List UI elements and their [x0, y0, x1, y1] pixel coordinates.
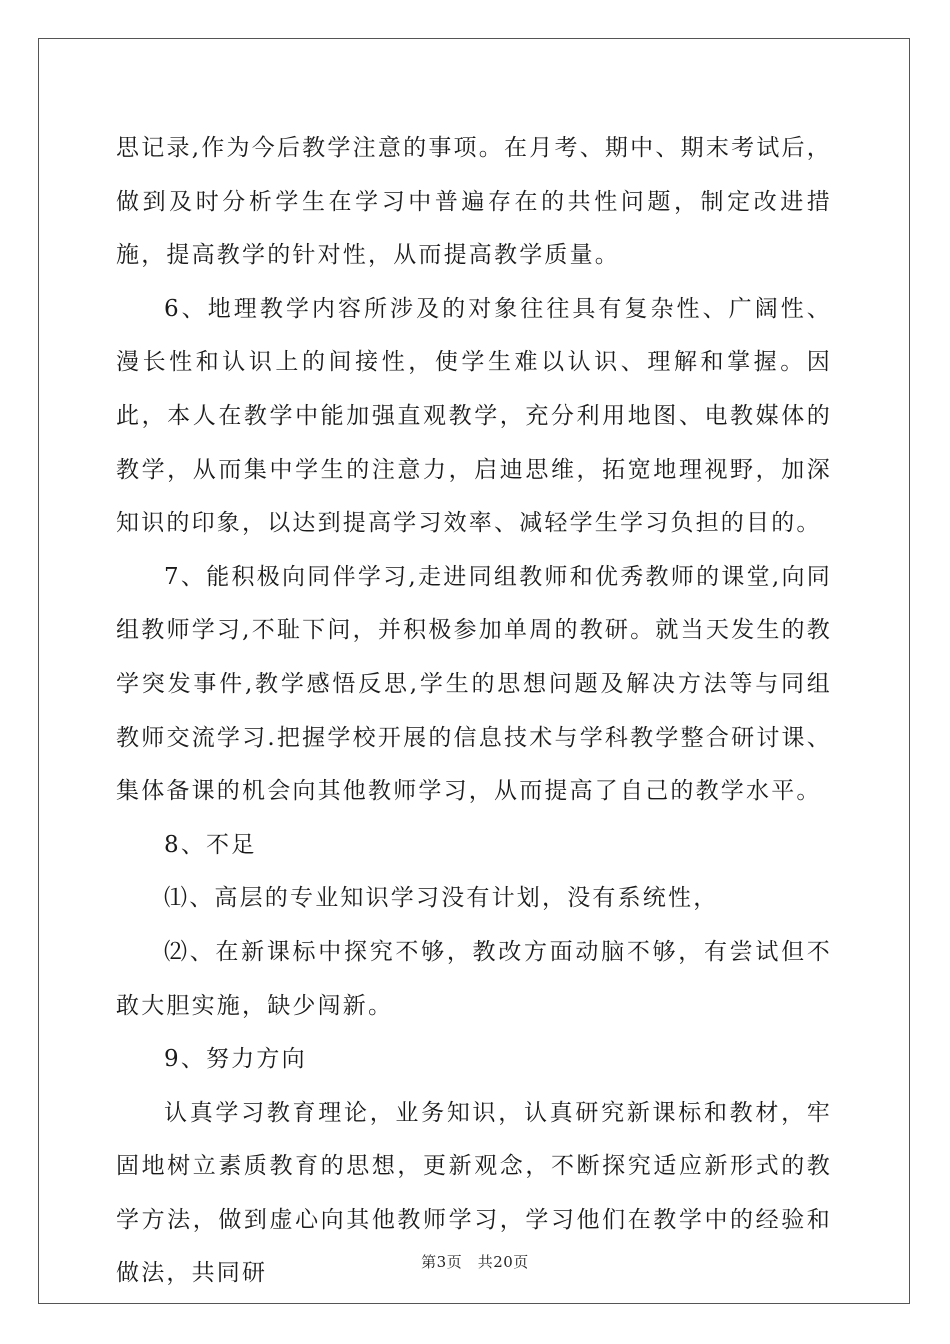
paragraph-1: 思记录,作为今后教学注意的事项。在月考、期中、期末考试后，做到及时分析学生在学习中普遍存在的共性问题，制定改进措施，提高教学的针对性，从而提高教学质量。 [116, 135, 832, 269]
paragraph-6: ⑵、在新课标中探究不够，教改方面动脑不够，有尝试但不敢大胆实施，缺少闯新。 [116, 938, 832, 1019]
paragraph-5: ⑴、高层的专业知识学习没有计划，没有系统性， [164, 885, 719, 912]
paragraph-2: 6、地理教学内容所涉及的对象往往具有复杂性、广阔性、漫长性和认识上的间接性，使学生难以认识、理解和掌握。因此，本人在教学中能加强直观教学，充分利用地图、电教媒体的教学，从而集中学生的注意力，启迪思维，拓宽地理视野，加深知识的印象，以达到提高学习效率、减轻学生学习负担的目的。 [116, 295, 832, 537]
paragraph-8: 认真学习教育理论，业务知识，认真研究新课标和教材，牢固地树立素质教育的思想，更新观念，不断探究适应新形式的教学方法，做到虚心向其他教师学习，学习他们在教学中的经验和做法，共同研 [116, 1099, 832, 1287]
document-body [116, 122, 832, 1301]
paragraph-3: 7、能积极向同伴学习,走进同组教师和优秀教师的课堂,向同组教师学习,不耻下问，并积极参加单周的教研。就当天发生的教学突发事件,教学感悟反思,学生的思想问题及解决方法等与同组教师交流学习.把握学校开展的信息技术与学科教学整合研讨课、集体备课的机会向其他教师学习，从而提高了自己的教学水平。 [116, 563, 832, 805]
paragraph-7: 9、努力方向 [164, 1046, 307, 1073]
paragraph-4: 8、不足 [164, 831, 257, 858]
page-number-footer: 第3页 共20页 [421, 1253, 529, 1271]
